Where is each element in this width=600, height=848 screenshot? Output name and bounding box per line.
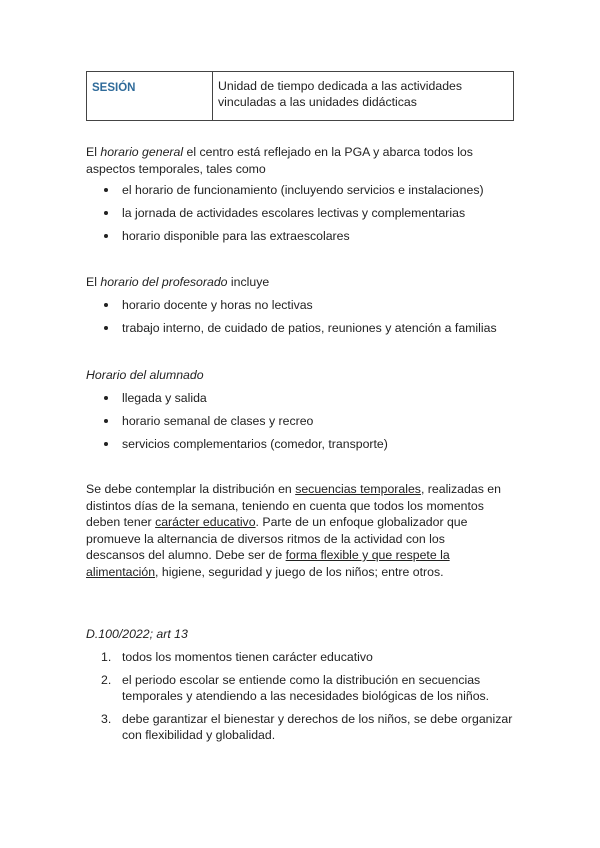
bullet-icon bbox=[104, 234, 108, 238]
list-item bbox=[86, 320, 516, 343]
list-item bbox=[86, 390, 516, 413]
list-item bbox=[86, 297, 516, 320]
bullet-icon bbox=[104, 188, 108, 192]
list-item-text: la jornada de actividades escolares lectivas y complementarias bbox=[122, 206, 466, 220]
intro-prefix: El bbox=[86, 275, 101, 289]
paragraph-text: . Parte de un enfoque globalizador que promueve la alternancia de diversos ritmos de la actividad con los descansos del alumno. Debe ser de bbox=[86, 515, 468, 562]
definition-table bbox=[86, 71, 514, 121]
bullet-icon bbox=[104, 211, 108, 215]
bullet-icon bbox=[104, 396, 108, 400]
paragraph-text: , realizadas en distintos días de la semana, teniendo en cuenta que todos los momentos deben tener bbox=[86, 482, 501, 529]
horario-alumnado-heading bbox=[86, 367, 204, 383]
list-item bbox=[86, 649, 516, 665]
underlined-term: forma flexible y que respete la alimentación bbox=[86, 548, 450, 579]
underlined-term: secuencias temporales bbox=[295, 482, 421, 496]
bullet-icon bbox=[104, 326, 108, 330]
list-item bbox=[86, 205, 516, 228]
underlined-term: carácter educativo bbox=[155, 515, 256, 529]
list-item-text: trabajo interno, de cuidado de patios, reuniones y atención a familias bbox=[122, 321, 497, 335]
horario-profesorado-intro bbox=[86, 274, 506, 291]
list-item bbox=[86, 413, 516, 436]
list-item-text: el periodo escolar se entiende como la distribución en secuencias temporales y atendiendo a las necesidades biológicas de los niños. bbox=[122, 673, 490, 703]
heading-text: Horario del alumnado bbox=[86, 368, 204, 382]
list-item-text: todos los momentos tienen carácter educativo bbox=[122, 650, 373, 664]
list-item-text: llegada y salida bbox=[122, 391, 207, 405]
horario-general-term: horario general bbox=[100, 145, 184, 159]
distribucion-paragraph bbox=[86, 481, 506, 580]
intro-rest: el centro está reflejado en la PGA y abarca todos los aspectos temporales, tales como bbox=[86, 145, 473, 176]
paragraph-text: Se debe contemplar la distribución en bbox=[86, 482, 296, 496]
decreto-list bbox=[86, 649, 516, 750]
list-number: 2. bbox=[101, 673, 112, 687]
list-item bbox=[86, 436, 516, 459]
list-item bbox=[86, 672, 516, 704]
horario-general-intro bbox=[86, 144, 506, 177]
list-item-text: horario docente y horas no lectivas bbox=[122, 298, 313, 312]
definition-text: Unidad de tiempo dedicada a las actividades vinculadas a las unidades didácticas bbox=[213, 72, 514, 121]
horario-alumnado-list bbox=[86, 390, 516, 459]
list-number: 1. bbox=[101, 650, 112, 664]
list-item bbox=[86, 228, 516, 251]
bullet-icon bbox=[104, 419, 108, 423]
definition-term: SESIÓN bbox=[87, 72, 213, 121]
list-number: 3. bbox=[101, 712, 112, 726]
list-item bbox=[86, 711, 516, 743]
definition-row bbox=[87, 72, 514, 121]
list-item bbox=[86, 182, 516, 205]
horario-profesorado-term: horario del profesorado bbox=[100, 275, 228, 289]
intro-rest: incluye bbox=[227, 275, 270, 289]
list-item-text: debe garantizar el bienestar y derechos de los niños, se debe organizar con flexibilidad y globalidad. bbox=[122, 712, 513, 742]
list-item-text: horario disponible para las extraescolares bbox=[122, 229, 350, 243]
bullet-icon bbox=[104, 442, 108, 446]
heading-text: D.100/2022; art 13 bbox=[86, 627, 188, 641]
list-item-text: horario semanal de clases y recreo bbox=[122, 414, 314, 428]
list-item-text: el horario de funcionamiento (incluyendo servicios e instalaciones) bbox=[122, 183, 484, 197]
horario-general-list bbox=[86, 182, 516, 251]
decreto-heading bbox=[86, 626, 188, 642]
intro-prefix: El bbox=[86, 145, 101, 159]
horario-profesorado-list bbox=[86, 297, 516, 343]
paragraph-text: , higiene, seguridad y juego de los niños; entre otros. bbox=[155, 564, 444, 579]
list-item-text: servicios complementarios (comedor, transporte) bbox=[122, 437, 388, 451]
bullet-icon bbox=[104, 303, 108, 307]
